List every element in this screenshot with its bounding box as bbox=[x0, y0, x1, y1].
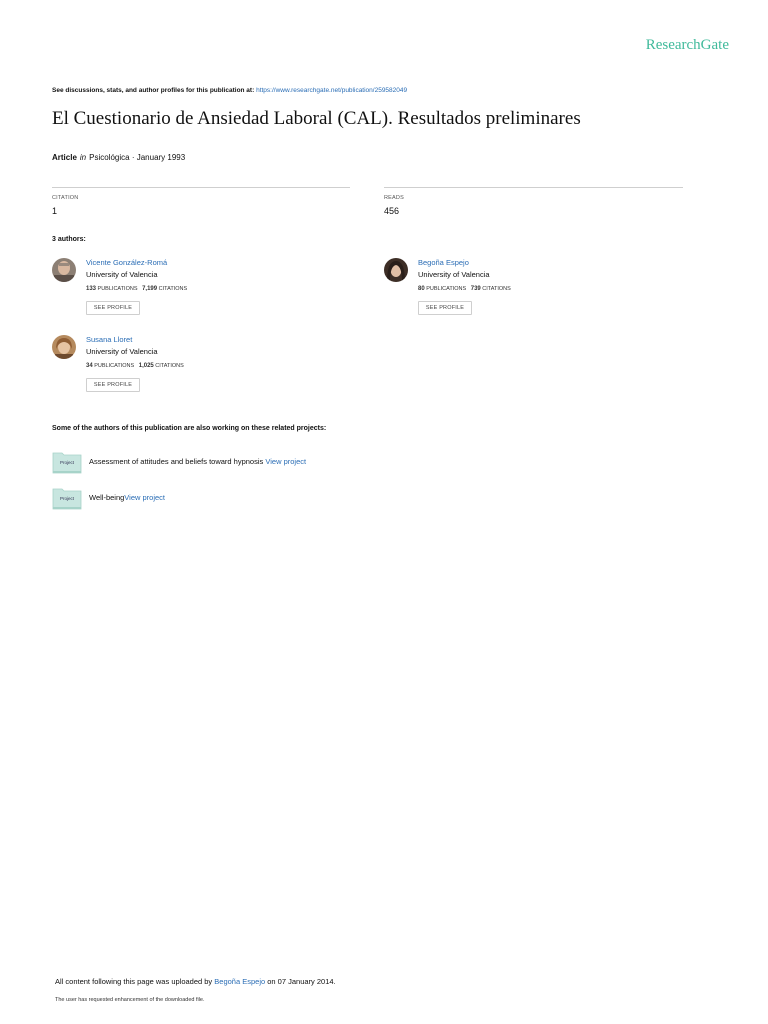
author-name-link[interactable]: Begoña Espejo bbox=[418, 258, 469, 267]
publication-title: El Cuestionario de Ansiedad Laboral (CAL). Resultados preliminares bbox=[52, 108, 581, 129]
author-stats bbox=[86, 363, 184, 369]
see-profile-button[interactable]: SEE PROFILE bbox=[418, 301, 472, 315]
publications-count: 34 bbox=[86, 363, 93, 369]
in-word: in bbox=[79, 153, 87, 162]
journal-date: Psicológica · January 1993 bbox=[89, 153, 186, 162]
project-folder-icon bbox=[52, 450, 82, 474]
citations-label: CITATIONS bbox=[482, 286, 511, 292]
publication-url-link[interactable]: https://www.researchgate.net/publication/259582049 bbox=[256, 87, 408, 94]
author-photo-icon bbox=[52, 335, 76, 359]
publication-type: Article bbox=[52, 153, 77, 162]
upload-prefix: All content following this page was uploaded by bbox=[55, 977, 213, 986]
publications-label: PUBLICATIONS bbox=[97, 286, 138, 292]
project-item bbox=[52, 486, 452, 512]
author-institution: University of Valencia bbox=[418, 270, 490, 279]
upload-date: on 07 January 2014. bbox=[267, 977, 336, 986]
citations-count: 739 bbox=[470, 286, 481, 292]
upload-notice bbox=[55, 977, 336, 986]
publications-label: PUBLICATIONS bbox=[426, 286, 467, 292]
project-title: Assessment of attitudes and beliefs toward hypnosis bbox=[89, 457, 264, 466]
project-item bbox=[52, 450, 452, 476]
citation-divider bbox=[52, 187, 350, 188]
avatar[interactable] bbox=[52, 258, 76, 282]
avatar[interactable] bbox=[384, 258, 408, 282]
reads-label: READS bbox=[384, 195, 404, 201]
related-projects-label: Some of the authors of this publication are also working on these related projects: bbox=[52, 425, 327, 432]
author-name-link[interactable]: Vicente González-Romá bbox=[86, 258, 168, 267]
project-text bbox=[89, 493, 165, 502]
citations-label: CITATIONS bbox=[155, 363, 184, 369]
view-project-link[interactable]: View project bbox=[265, 457, 307, 466]
author-institution: University of Valencia bbox=[86, 347, 158, 356]
publication-meta bbox=[52, 153, 185, 162]
author-card bbox=[52, 258, 312, 318]
citations-count: 1,025 bbox=[138, 363, 154, 369]
see-discussions-text: See discussions, stats, and author profiles for this publication at: bbox=[52, 87, 255, 94]
publications-count: 133 bbox=[86, 286, 97, 292]
project-text bbox=[89, 457, 306, 466]
avatar[interactable] bbox=[52, 335, 76, 359]
researchgate-logo[interactable]: ResearchGate bbox=[645, 37, 729, 53]
publications-label: PUBLICATIONS bbox=[94, 363, 135, 369]
see-profile-button[interactable]: SEE PROFILE bbox=[86, 378, 140, 392]
citation-label: CITATION bbox=[52, 195, 79, 201]
author-stats bbox=[86, 286, 187, 292]
view-project-link[interactable]: View project bbox=[124, 493, 166, 502]
author-name-link[interactable]: Susana Lloret bbox=[86, 335, 133, 344]
citation-count: 1 bbox=[52, 206, 58, 216]
author-photo-icon bbox=[384, 258, 408, 282]
project-title: Well-being bbox=[89, 493, 125, 502]
citations-label: CITATIONS bbox=[158, 286, 188, 292]
project-folder-icon bbox=[52, 486, 82, 510]
enhancement-note: The user has requested enhancement of the downloaded file. bbox=[55, 997, 205, 1003]
reads-divider bbox=[384, 187, 683, 188]
author-stats bbox=[418, 286, 511, 292]
citations-count: 7,199 bbox=[142, 286, 158, 292]
reads-count: 456 bbox=[384, 206, 400, 216]
see-profile-button[interactable]: SEE PROFILE bbox=[86, 301, 140, 315]
publications-count: 80 bbox=[418, 286, 425, 292]
profile-discussion-line bbox=[52, 87, 407, 94]
author-institution: University of Valencia bbox=[86, 270, 158, 279]
project-icon-label: Project bbox=[59, 496, 74, 501]
project-icon-label: Project bbox=[59, 460, 74, 465]
authors-count-label: 3 authors: bbox=[52, 236, 86, 243]
author-card bbox=[384, 258, 644, 318]
uploader-link[interactable]: Begoña Espejo bbox=[214, 977, 266, 986]
author-photo-icon bbox=[52, 258, 76, 282]
author-card bbox=[52, 335, 312, 395]
